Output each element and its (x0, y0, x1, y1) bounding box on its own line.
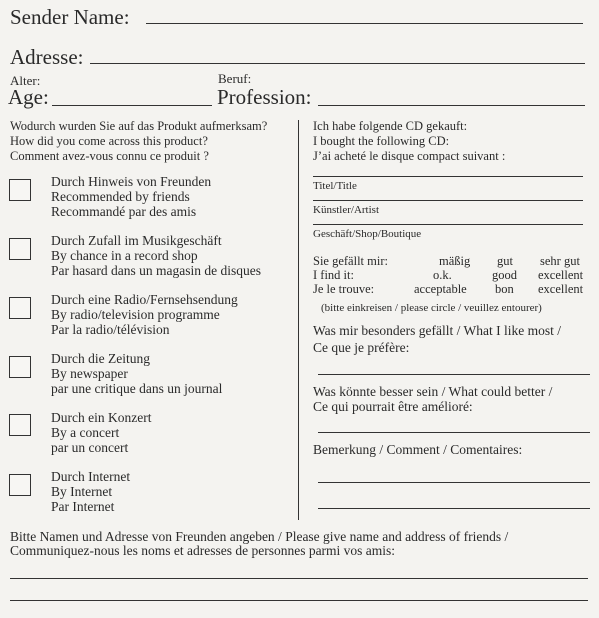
artist-field[interactable] (313, 200, 583, 201)
friends-field-1[interactable] (10, 578, 588, 579)
option-shop-fr: Par hasard dans un magasin de disques (51, 263, 261, 278)
friends-field-2[interactable] (10, 600, 588, 601)
comment-label: Bemerkung / Comment / Comentaires: (313, 442, 523, 457)
option-shop-en: By chance in a record shop (51, 248, 198, 263)
rating-row-en-label: I find it: (313, 268, 354, 282)
like-most-field[interactable] (318, 374, 590, 375)
option-concert-fr: par un concert (51, 440, 129, 455)
option-friends-en: Recommended by friends (51, 189, 190, 204)
question-line-3: Comment avez-vous connu ce produit ? (10, 149, 209, 163)
question-line-2: How did you come across this product? (10, 134, 208, 148)
address-field[interactable] (90, 63, 585, 64)
friends-label-1: Bitte Namen und Adresse von Freunden angeben / Please give name and address of friends / (10, 529, 509, 544)
checkbox-concert[interactable] (9, 414, 31, 436)
artist-label: Künstler/Artist (313, 204, 379, 216)
comment-field-2[interactable] (318, 508, 590, 509)
option-newspaper-de: Durch die Zeitung (51, 351, 150, 366)
cd-intro-de: Ich habe folgende CD gekauft: (313, 119, 468, 133)
could-be-better-label-1: Was könnte besser sein / What could better / (313, 384, 553, 399)
option-internet-en: By Internet (51, 484, 113, 499)
sender-name-field[interactable] (146, 23, 583, 24)
title-field[interactable] (313, 176, 583, 177)
option-friends-de: Durch Hinweis von Freunden (51, 174, 212, 189)
rating-row-de-label: Sie gefällt mir: (313, 254, 388, 268)
address-label: Adresse: (10, 45, 84, 69)
option-newspaper-en: By newspaper (51, 366, 128, 381)
option-radio-de: Durch eine Radio/Fernsehsendung (51, 292, 238, 307)
option-newspaper-fr: par une critique dans un journal (51, 381, 223, 396)
rating-en-2[interactable]: good (492, 268, 517, 282)
checkbox-record-shop[interactable] (9, 238, 31, 260)
title-label: Titel/Title (313, 180, 357, 192)
comment-field-1[interactable] (318, 482, 590, 483)
could-be-better-field[interactable] (318, 432, 590, 433)
option-internet-fr: Par Internet (51, 499, 115, 514)
option-concert-de: Durch ein Konzert (51, 410, 152, 425)
option-radio-en: By radio/television programme (51, 307, 220, 322)
option-internet-de: Durch Internet (51, 469, 131, 484)
rating-row-fr-label: Je le trouve: (313, 282, 375, 296)
profession-field[interactable] (318, 105, 585, 106)
checkbox-newspaper[interactable] (9, 356, 31, 378)
profession-small-label: Beruf: (218, 71, 252, 86)
age-small-label: Alter: (10, 73, 41, 88)
checkbox-friends[interactable] (9, 179, 31, 201)
like-most-label-1: Was mir besonders gefällt / What I like most / (313, 323, 561, 338)
option-concert-en: By a concert (51, 425, 120, 440)
checkbox-radio-tv[interactable] (9, 297, 31, 319)
checkbox-internet[interactable] (9, 474, 31, 496)
sender-name-label: Sender Name: (10, 5, 130, 29)
rating-fr-1[interactable]: acceptable (414, 282, 467, 296)
cd-intro-fr: J’ai acheté le disque compact suivant : (313, 149, 506, 163)
option-shop-de: Durch Zufall im Musikgeschäft (51, 233, 222, 248)
shop-field[interactable] (313, 224, 583, 225)
rating-fr-3[interactable]: excellent (538, 282, 584, 296)
shop-label: Geschäft/Shop/Boutique (313, 228, 422, 240)
rating-note: (bitte einkreisen / please circle / veuillez entourer) (321, 302, 542, 314)
column-divider (298, 120, 299, 520)
age-label: Age: (8, 85, 49, 109)
age-field[interactable] (52, 105, 212, 106)
rating-en-3[interactable]: excellent (538, 268, 584, 282)
rating-de-3[interactable]: sehr gut (540, 254, 580, 268)
option-radio-fr: Par la radio/télévision (51, 322, 170, 337)
rating-de-1[interactable]: mäßig (439, 254, 471, 268)
option-friends-fr: Recommandé par des amis (51, 204, 197, 219)
rating-de-2[interactable]: gut (497, 254, 513, 268)
cd-intro-en: I bought the following CD: (313, 134, 450, 148)
profession-label: Profession: (217, 85, 312, 109)
like-most-label-2: Ce que je préfère: (313, 340, 410, 355)
rating-en-1[interactable]: o.k. (433, 268, 452, 282)
could-be-better-label-2: Ce qui pourrait être amélioré: (313, 399, 473, 414)
rating-fr-2[interactable]: bon (495, 282, 514, 296)
friends-label-2: Communiquez-nous les noms et adresses de personnes parmi vos amis: (10, 543, 396, 558)
question-line-1: Wodurch wurden Sie auf das Produkt aufmerksam? (10, 119, 268, 133)
